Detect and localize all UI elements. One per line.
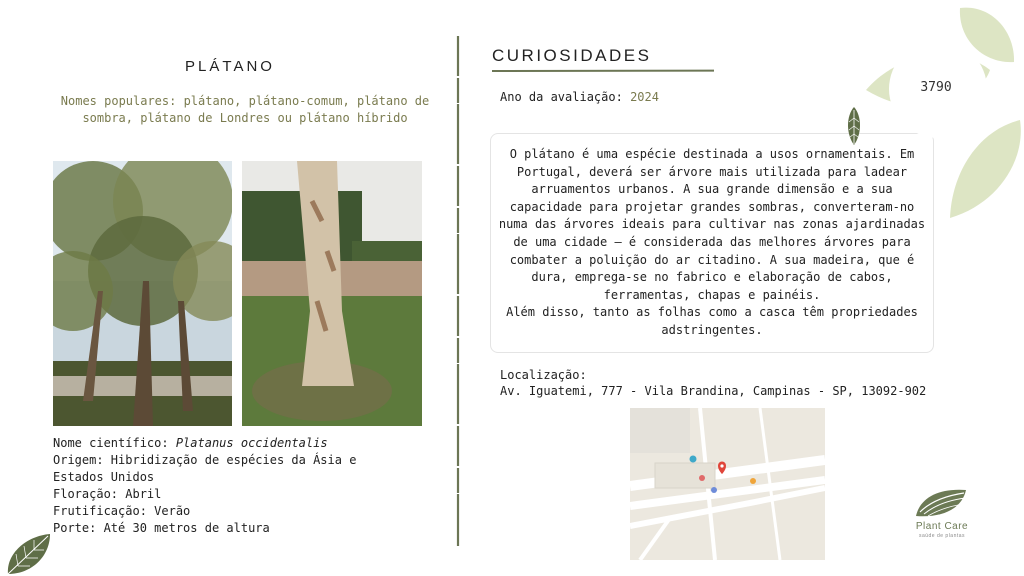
location-label: Localização:: [500, 368, 587, 382]
curiosities-title: CURIOSIDADES: [492, 46, 652, 65]
flowering-text: Floração: Abril: [53, 487, 162, 501]
badge-number: 3790: [920, 80, 952, 95]
brand-name: Plant Care: [915, 521, 969, 532]
plant-details: [53, 435, 383, 537]
year-value: 2024: [630, 90, 659, 104]
tree-canopy-photo: [53, 161, 232, 426]
curiosities-text: O plátano é uma espécie destinada a usos ornamentais. Em Portugal, deverá ser árvore mais utilizada para ladear arruamentos urbanos. A sua grande dimensão e a sua capacidade para projetar grandes sombras, converteram-no numa das árvores ideais para cultivar nas zonas ajardinadas de uma cidade – é considerada das melhores árvores para combater a poluição do ar citadino. A sua madeira, que é dura, emprega-se no fabrico e elaboração de cabos, ferramentas, chapas e painéis.: [498, 147, 926, 302]
tree-trunk-photo: [242, 161, 422, 426]
plant-title: PLÁTANO: [185, 58, 275, 75]
popular-names: Nomes populares: plátano, plátano-comum, plátano de sombra, plátano de Londres ou plátano híbrido: [60, 94, 430, 125]
leaf-decoration-icon: [4, 532, 54, 576]
scientific-name-label: Nome científico:: [53, 436, 169, 450]
leaf-cluster-icon: [860, 0, 1024, 230]
location-map[interactable]: [630, 408, 825, 560]
column-divider: [456, 36, 460, 546]
curiosities-text-extra: Além disso, tanto as folhas como a casca têm propriedades adstringentes.: [506, 305, 918, 337]
origin-text: Origem: Hibridização de espécies da Ásia e Estados Unidos: [53, 453, 357, 484]
size-text: Porte: Até 30 metros de altura: [53, 521, 270, 535]
year-label: Ano da avaliação:: [500, 90, 623, 104]
location-address: Av. Iguatemi, 777 - Vila Brandina, Campinas - SP, 13092-902: [500, 384, 927, 398]
plant-care-logo-icon: [914, 486, 970, 518]
fruiting-text: Frutificação: Verão: [53, 504, 191, 518]
scientific-name-value: Platanus occidentalis: [175, 436, 328, 450]
title-underline: [492, 69, 714, 73]
brand-tagline: saúde de plantas: [918, 533, 966, 539]
evaluation-year: [500, 90, 659, 104]
